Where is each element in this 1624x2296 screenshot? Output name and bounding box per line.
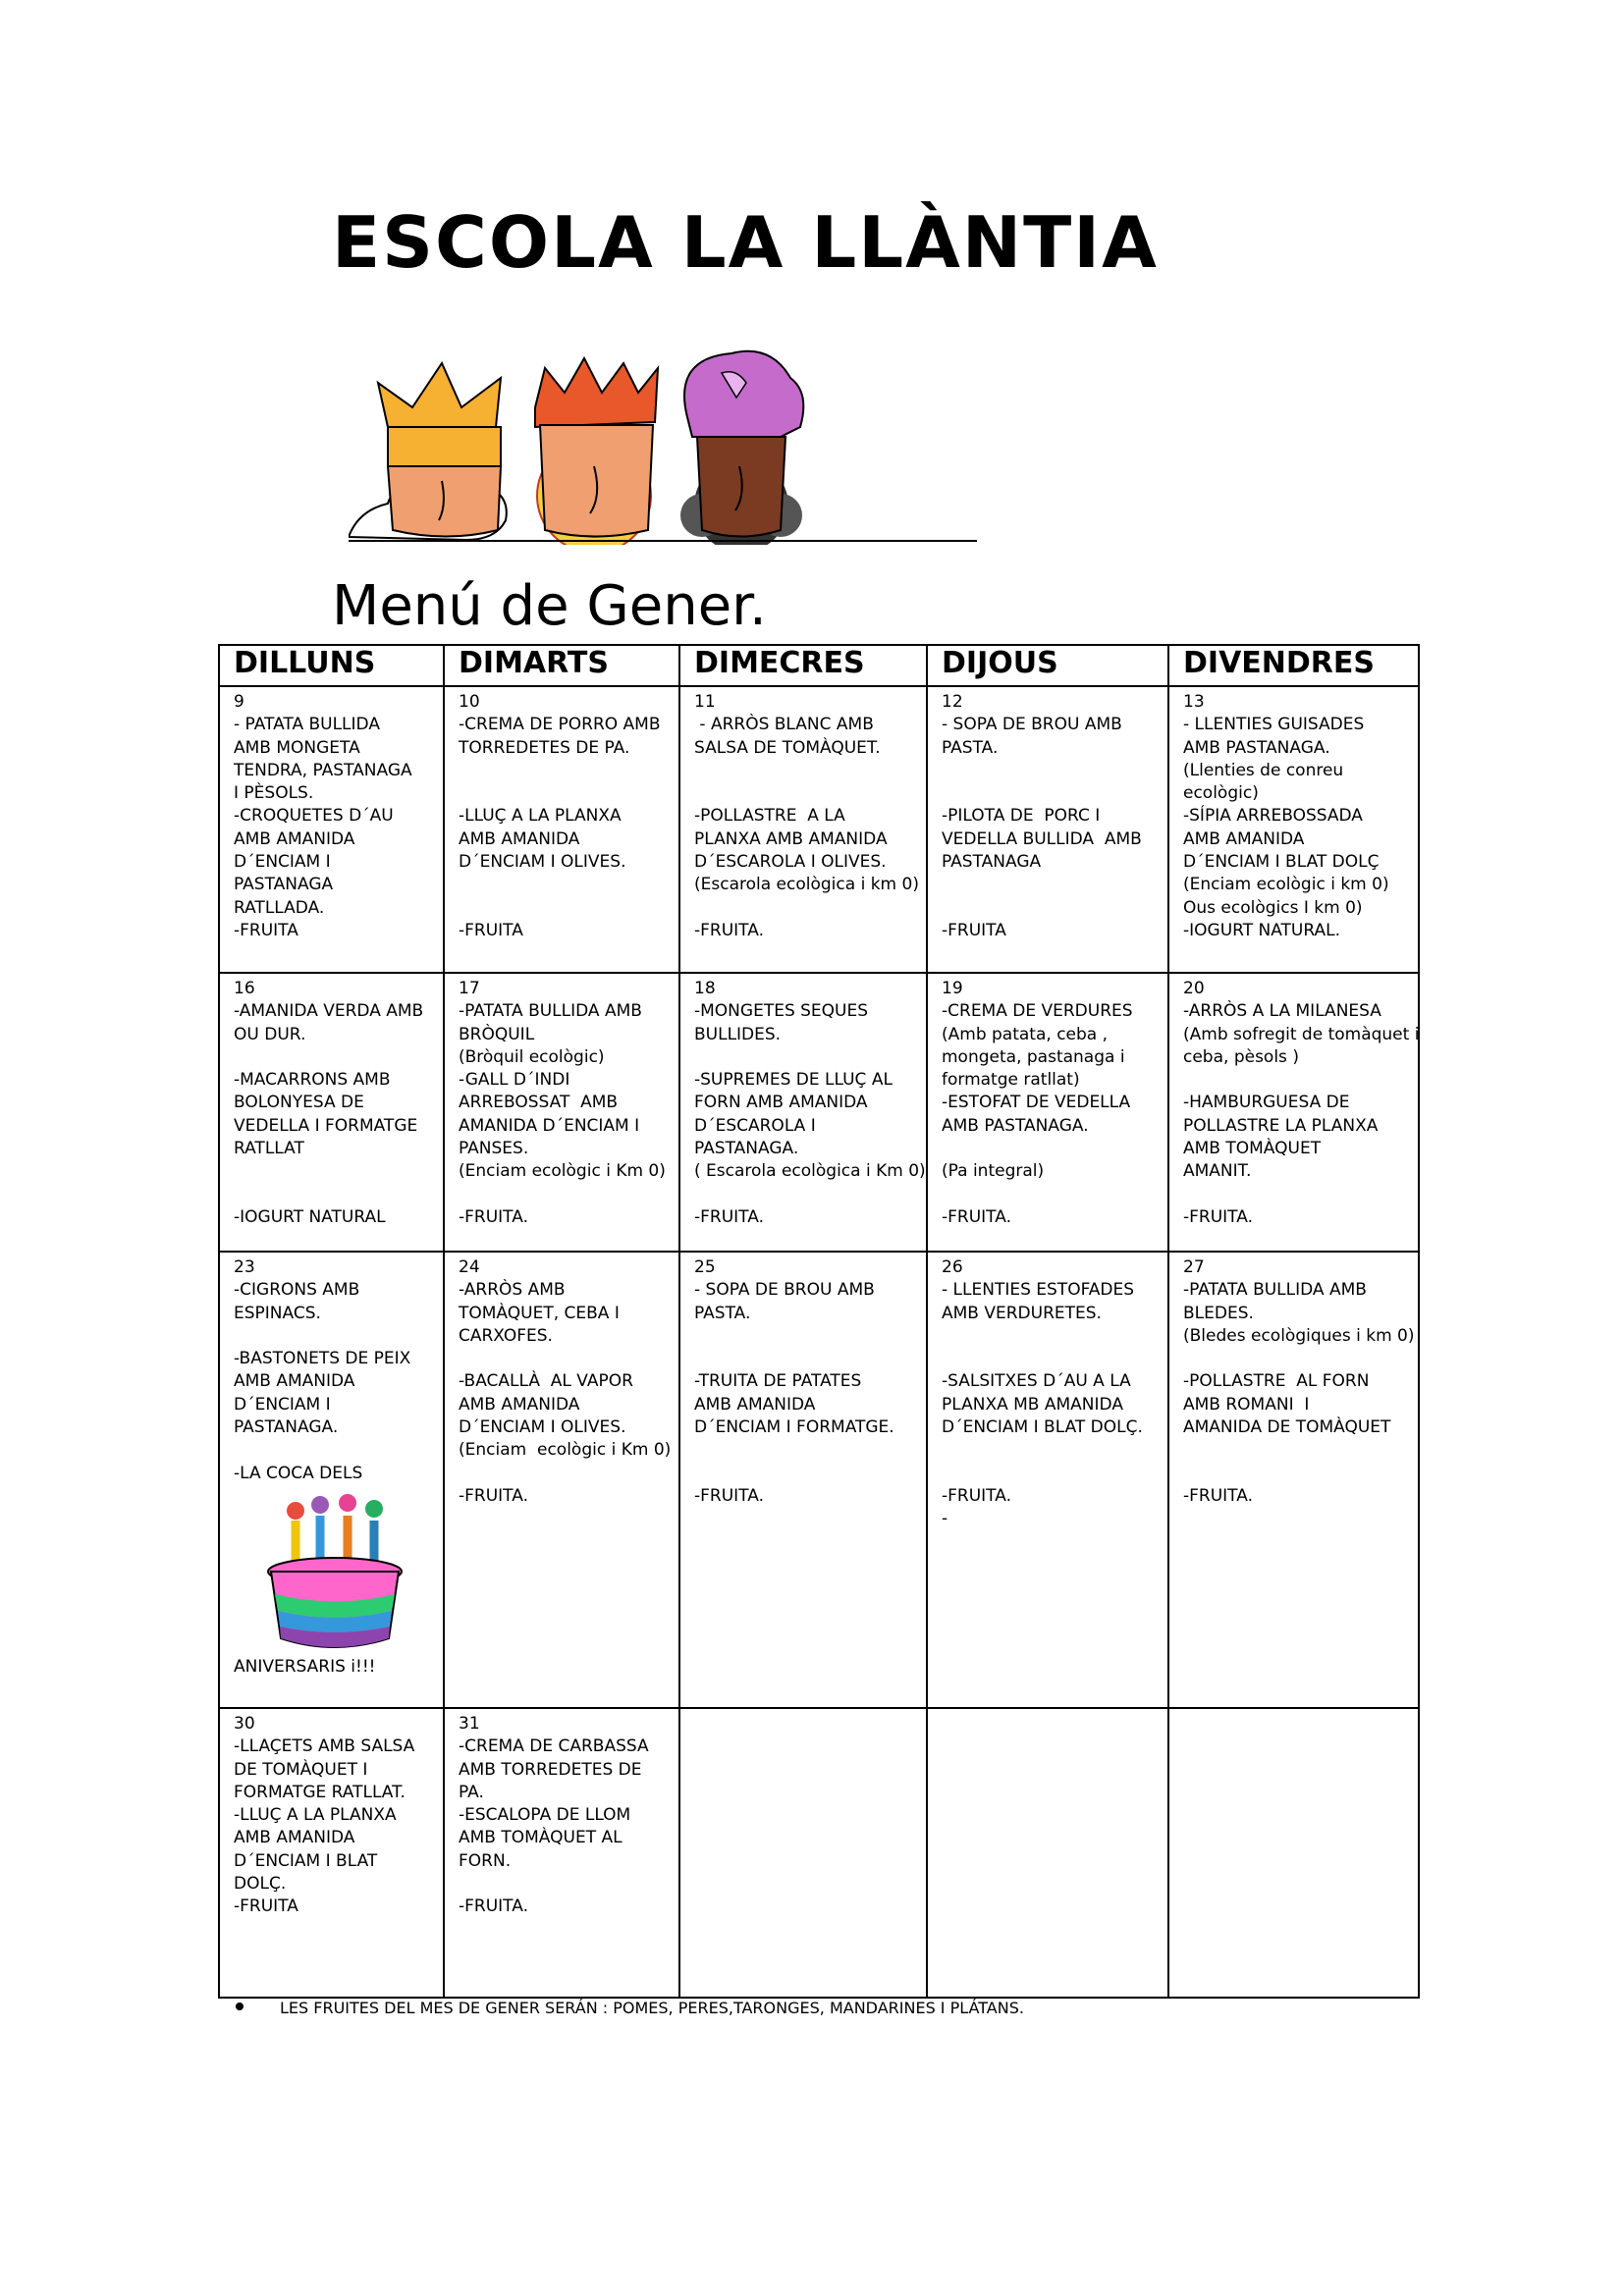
menu-dish-line: -FRUITA [459, 920, 523, 940]
menu-dish-line: -CIGRONS AMB [234, 1280, 360, 1301]
menu-dish-line: -PATATA BULLIDA AMB [1183, 1280, 1367, 1301]
spacer [942, 1325, 1154, 1348]
spacer [234, 1184, 429, 1206]
menu-day-cell [927, 1708, 1168, 1998]
spacer [942, 782, 1154, 805]
menu-dish-line: PLANXA AMB AMANIDA [694, 828, 888, 849]
menu-dish-line: PLANXA MB AMANIDA [942, 1394, 1123, 1415]
menu-dish-line: D´ESCAROLA I [694, 1115, 816, 1136]
menu-dish-line: -FRUITA [234, 1896, 298, 1917]
menu-day-cell [219, 973, 444, 1252]
menu-dish-line: AMANIT. [1183, 1161, 1252, 1182]
menu-dish-line: -FRUITA. [694, 1206, 764, 1227]
day-number: 11 [694, 692, 716, 712]
day-number: 20 [1183, 979, 1205, 998]
menu-dish-line: PA. [459, 1782, 484, 1802]
menu-dish-line: DE TOMÀQUET I [234, 1759, 368, 1780]
menu-dish-line: - ARRÒS BLANC AMB [694, 715, 874, 735]
day-number: 9 [234, 692, 244, 712]
spacer [694, 1325, 912, 1348]
spacer [694, 760, 912, 782]
menu-dish-line: BLEDES. [1183, 1303, 1254, 1323]
spacer [942, 1463, 1154, 1485]
menu-dish-line: (Enciam ecològic i Km 0) [459, 1161, 666, 1182]
menu-day-cell [444, 973, 679, 1252]
menu-dish-line: -PATATA BULLIDA AMB [459, 1001, 642, 1022]
menu-dish-line: -POLLASTRE AL FORN [1183, 1371, 1370, 1392]
spacer [942, 897, 1154, 920]
menu-day-cell [444, 1708, 679, 1998]
menu-dish-line: AMB AMANIDA [234, 828, 355, 849]
menu-day-cell [927, 1252, 1168, 1708]
menu-dish-line: AMB VERDURETES. [942, 1303, 1102, 1323]
menu-dish-line: -FRUITA. [1183, 1485, 1253, 1506]
menu-dish-line: -FRUITA [234, 920, 298, 940]
menu-dish-line: -SÍPIA ARREBOSSADA [1183, 806, 1363, 827]
spacer [942, 1439, 1154, 1462]
menu-dish-line: (Bròquil ecològic) [459, 1046, 605, 1067]
fruits-footnote-text: LES FRUITES DEL MES DE GENER SERÁN : POMES, PERES,TARONGES, MANDARINES I PLÁTANS. [280, 1999, 1024, 2017]
menu-dish-line: PANSES. [459, 1139, 529, 1159]
menu-dish-line: -MONGETES SEQUES [694, 1001, 869, 1022]
weekday-header: DILLUNS [219, 645, 444, 686]
spacer [942, 760, 1154, 782]
menu-dish-line: AMB AMANIDA [694, 1394, 816, 1415]
bullet-icon [236, 2002, 244, 2010]
menu-dish-line: VEDELLA I FORMATGE [234, 1115, 418, 1136]
day-number: 12 [942, 692, 963, 712]
menu-dish-line: D´ENCIAM I [234, 1394, 331, 1415]
day-number: 17 [459, 979, 480, 998]
spacer [1183, 1069, 1404, 1092]
spacer [459, 1463, 665, 1485]
spacer [459, 760, 665, 782]
menu-dish-line: AMB PASTANAGA. [1183, 737, 1330, 758]
menu-dish-line: -LA COCA DELS [234, 1463, 363, 1483]
menu-dish-line: BOLONYESA DE [234, 1093, 364, 1113]
menu-dish-line: -HAMBURGUESA DE [1183, 1093, 1350, 1113]
week-row [219, 686, 1419, 973]
menu-dish-line: -FRUITA. [1183, 1206, 1253, 1227]
weekday-header: DIJOUS [927, 645, 1168, 686]
menu-dish-line: PASTANAGA. [234, 1417, 339, 1438]
spacer [942, 1138, 1154, 1160]
day-number: 13 [1183, 692, 1205, 712]
spacer [942, 1348, 1154, 1370]
menu-day-cell [679, 686, 927, 973]
menu-dish-line: AMB MONGETA [234, 737, 360, 758]
menu-dish-line: D´ESCAROLA I OLIVES. [694, 852, 887, 873]
day-number: 16 [234, 979, 255, 998]
menu-day-cell [927, 973, 1168, 1252]
menu-dish-line: formatge ratllat) [942, 1070, 1080, 1091]
menu-dish-line: D´ENCIAM I BLAT DOLÇ [1183, 852, 1380, 873]
menu-dish-line: AMB AMANIDA [234, 1828, 355, 1848]
menu-dish-line: AMB AMANIDA [459, 828, 580, 849]
spacer [694, 1348, 912, 1370]
menu-dish-line: D´ENCIAM I BLAT DOLÇ. [942, 1417, 1143, 1438]
day-number: 26 [942, 1257, 963, 1277]
menu-dish-line: AMB TOMÀQUET AL [459, 1828, 623, 1848]
day-number: 27 [1183, 1257, 1205, 1277]
menu-dish-line: -SALSITXES D´AU A LA [942, 1371, 1131, 1392]
day-number: 18 [694, 979, 716, 998]
menu-dish-line: VEDELLA BULLIDA AMB [942, 828, 1142, 849]
menu-dish-line: D´ENCIAM I BLAT [234, 1850, 378, 1871]
menu-dish-line: -ESCALOPA DE LLOM [459, 1805, 631, 1826]
menu-dish-line: D´ENCIAM I FORMATGE. [694, 1417, 894, 1438]
menu-dish-line: RATLLAT [234, 1139, 304, 1159]
menu-dish-line: D´ENCIAM I [234, 852, 331, 873]
menu-dish-line: -SUPREMES DE LLUÇ AL [694, 1070, 893, 1091]
menu-dish-line: -FRUITA. [942, 1206, 1011, 1227]
spacer [234, 1160, 429, 1183]
menu-dish-line: -CREMA DE PORRO AMB [459, 715, 661, 735]
menu-dish-line: -IOGURT NATURAL [234, 1206, 386, 1227]
birthday-cake-icon [261, 1491, 408, 1656]
weekday-header-row [219, 645, 1419, 686]
menu-dish-line: CARXOFES. [459, 1325, 553, 1346]
day-number: 23 [234, 1257, 255, 1277]
spacer [459, 1348, 665, 1370]
menu-dish-line: (Enciam ecològic i km 0) [1183, 875, 1389, 895]
school-title: ESCOLA LA LLÀNTIA [332, 201, 1159, 284]
menu-dish-line: -ESTOFAT DE VEDELLA [942, 1093, 1131, 1113]
menu-day-cell [679, 973, 927, 1252]
menu-dish-line: -LLAÇETS AMB SALSA [234, 1736, 415, 1757]
fruits-footnote [280, 1999, 1024, 2017]
spacer [1183, 1184, 1404, 1206]
weekday-header: DIMARTS [444, 645, 679, 686]
spacer [459, 874, 665, 896]
spacer [694, 1184, 912, 1206]
menu-dish-line: PASTANAGA [234, 875, 334, 895]
menu-dish-line: D´ENCIAM I OLIVES. [459, 852, 626, 873]
menu-dish-line: -GALL D´INDI [459, 1070, 570, 1091]
day-number: 10 [459, 692, 480, 712]
day-number: 19 [942, 979, 963, 998]
menu-dish-line: PASTA. [694, 1303, 751, 1323]
spacer [694, 1046, 912, 1069]
menu-dish-line: -FRUITA. [694, 1485, 764, 1506]
menu-dish-line: AMANIDA D´ENCIAM I [459, 1115, 640, 1136]
menu-dish-line: (Llenties de conreu [1183, 760, 1344, 780]
menu-dish-line: PASTANAGA. [694, 1139, 799, 1159]
menu-dish-line: ( Escarola ecològica i Km 0) [694, 1161, 926, 1182]
spacer [459, 1873, 665, 1896]
spacer [694, 782, 912, 805]
menu-dish-line: -FRUITA. [459, 1206, 528, 1227]
spacer [234, 1325, 429, 1348]
weekday-header: DIVENDRES [1168, 645, 1419, 686]
menu-dish-line: TENDRA, PASTANAGA [234, 760, 412, 780]
menu-dish-line: -AMANIDA VERDA AMB [234, 1001, 424, 1022]
menu-dish-line: TOMÀQUET, CEBA I [459, 1303, 620, 1323]
menu-dish-line: ecològic) [1183, 783, 1259, 804]
menu-dish-line: -LLUÇ A LA PLANXA [234, 1805, 397, 1826]
day-number: 30 [234, 1714, 255, 1734]
spacer [234, 1439, 429, 1462]
menu-dish-line: ESPINACS. [234, 1303, 321, 1323]
menu-dish-line: AMB AMANIDA [1183, 828, 1305, 849]
menu-dish-line: PASTA. [942, 737, 999, 758]
menu-dish-line: TORREDETES DE PA. [459, 737, 630, 758]
spacer [459, 1184, 665, 1206]
menu-dish-line: AMB AMANIDA [234, 1371, 355, 1392]
menu-dish-line: -BASTONETS DE PEIX [234, 1349, 411, 1369]
menu-day-cell [1168, 686, 1419, 973]
menu-dish-line: - PATATA BULLIDA [234, 715, 380, 735]
menu-dish-line: AMB ROMANI I [1183, 1394, 1310, 1415]
spacer [694, 1439, 912, 1462]
week-row [219, 973, 1419, 1252]
menu-dish-line: -FRUITA. [694, 920, 764, 940]
menu-dish-line: -TRUITA DE PATATES [694, 1371, 862, 1392]
weekday-header: DIMECRES [679, 645, 927, 686]
menu-day-cell [219, 1708, 444, 1998]
menu-dish-line: - SOPA DE BROU AMB [694, 1280, 875, 1301]
menu-dish-line: mongeta, pastanaga i [942, 1046, 1125, 1067]
menu-dish-line: -PILOTA DE PORC I [942, 806, 1101, 827]
menu-dish-line: -CREMA DE VERDURES [942, 1001, 1133, 1022]
menu-dish-line: AMB TOMÀQUET [1183, 1139, 1322, 1159]
spacer [942, 1184, 1154, 1206]
menu-dish-line: (Bledes ecològiques i km 0) [1183, 1325, 1415, 1346]
spacer [694, 897, 912, 920]
menu-dish-line: (Amb patata, ceba , [942, 1024, 1109, 1044]
menu-day-cell [679, 1252, 927, 1708]
menu-dish-line: -CREMA DE CARBASSA [459, 1736, 649, 1757]
menu-day-cell [444, 1252, 679, 1708]
menu-day-cell [444, 686, 679, 973]
menu-dish-line: ceba, pèsols ) [1183, 1046, 1299, 1067]
spacer [942, 874, 1154, 896]
spacer [234, 1046, 429, 1069]
menu-dish-line: AMB PASTANAGA. [942, 1115, 1089, 1136]
day-number: 25 [694, 1257, 716, 1277]
menu-day-cell [927, 686, 1168, 973]
spacer [1183, 1439, 1404, 1462]
birthday-note: ANIVERSARIS i!!! [234, 1656, 376, 1677]
spacer [459, 782, 665, 805]
menu-day-cell [1168, 973, 1419, 1252]
week-row [219, 1708, 1419, 1998]
menu-dish-line: D´ENCIAM I OLIVES. [459, 1417, 626, 1438]
menu-dish-line: AMB AMANIDA [459, 1394, 580, 1415]
menu-dish-line: - SOPA DE BROU AMB [942, 715, 1122, 735]
menu-dish-line: ARREBOSSAT AMB [459, 1093, 619, 1113]
menu-dish-line: -ARRÒS AMB [459, 1280, 566, 1301]
menu-dish-line: (Amb sofregit de tomàquet i [1183, 1024, 1420, 1044]
menu-dish-line: -BACALLÀ AL VAPOR [459, 1371, 633, 1392]
menu-dish-line: POLLASTRE LA PLANXA [1183, 1115, 1379, 1136]
menu-dish-line: (Pa integral) [942, 1161, 1045, 1182]
menu-dish-line: - [942, 1509, 948, 1529]
menu-dish-line: -IOGURT NATURAL. [1183, 920, 1340, 940]
spacer [694, 1463, 912, 1485]
spacer [1183, 1348, 1404, 1370]
week-row [219, 1252, 1419, 1708]
menu-dish-line: BULLIDES. [694, 1024, 782, 1044]
day-number: 31 [459, 1714, 480, 1734]
menu-day-cell [219, 1252, 444, 1708]
menu-dish-line: SALSA DE TOMÀQUET. [694, 737, 881, 758]
menu-dish-line: FORMATGE RATLLAT. [234, 1782, 406, 1802]
menu-dish-line: OU DUR. [234, 1024, 306, 1044]
menu-dish-line: PASTANAGA [942, 852, 1042, 873]
menu-dish-line: (Escarola ecològica i km 0) [694, 875, 919, 895]
menu-dish-line: -MACARRONS AMB [234, 1070, 391, 1091]
menu-dish-line: - LLENTIES GUISADES [1183, 715, 1365, 735]
spacer [1183, 1463, 1404, 1485]
three-kings-icon [349, 348, 977, 545]
menu-day-cell [679, 1708, 927, 1998]
menu-dish-line: -FRUITA [942, 920, 1006, 940]
day-number: 24 [459, 1257, 480, 1277]
menu-dish-line: FORN AMB AMANIDA [694, 1093, 868, 1113]
menu-dish-line: BRÒQUIL [459, 1024, 535, 1044]
menu-dish-line: (Enciam ecològic i Km 0) [459, 1440, 672, 1461]
menu-dish-line: Ous ecològics I km 0) [1183, 897, 1363, 918]
menu-day-cell [1168, 1708, 1419, 1998]
menu-day-cell [219, 686, 444, 973]
menu-dish-line: -FRUITA. [459, 1896, 528, 1917]
menu-dish-line: RATLLADA. [234, 897, 325, 918]
menu-dish-line: - LLENTIES ESTOFADES [942, 1280, 1135, 1301]
menu-dish-line: -ARRÒS A LA MILANESA [1183, 1001, 1381, 1022]
spacer [459, 897, 665, 920]
menu-dish-line: -FRUITA. [942, 1485, 1011, 1506]
menu-day-cell [1168, 1252, 1419, 1708]
menu-dish-line: I PÈSOLS. [234, 783, 314, 804]
menu-dish-line: FORN. [459, 1850, 512, 1871]
menu-dish-line: -POLLASTRE A LA [694, 806, 845, 827]
menu-dish-line: -FRUITA. [459, 1485, 528, 1506]
menu-dish-line: DOLÇ. [234, 1874, 287, 1895]
menu-dish-line: -CROQUETES D´AU [234, 806, 394, 827]
menu-subtitle: Menú de Gener. [332, 574, 767, 638]
menu-table [218, 644, 1420, 1999]
menu-dish-line: AMANIDA DE TOMÀQUET [1183, 1417, 1391, 1438]
menu-dish-line: AMB TORREDETES DE [459, 1759, 642, 1780]
menu-dish-line: -LLUÇ A LA PLANXA [459, 806, 622, 827]
